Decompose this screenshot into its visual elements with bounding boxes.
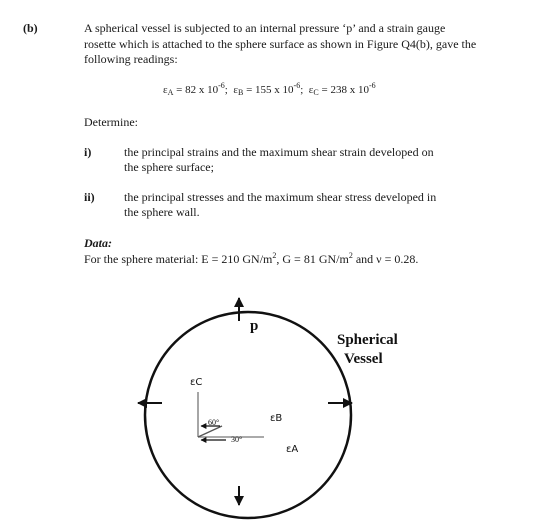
angle-30-label: 30° — [231, 435, 243, 444]
vessel-label-line-2: Vessel — [344, 351, 383, 367]
reading-a: $\varepsilon_A = 82$ x $10^{-6}$; — [163, 81, 228, 97]
intro-line-1: A spherical vessel is subjected to an internal pressure ‘p’ and a strain gauge — [84, 21, 446, 35]
intro-line-2: rosette which is attached to the sphere surface as shown in Figure Q4(b), gave the — [84, 37, 477, 51]
vessel-circle — [145, 312, 351, 518]
question-1-number: i) — [84, 145, 92, 159]
question-1-line-1: the principal strains and the maximum shear strain developed on — [124, 145, 434, 159]
question-2-line-2: the sphere wall. — [124, 205, 200, 219]
part-label: (b) — [23, 21, 38, 35]
data-heading: Data: — [84, 236, 112, 250]
strain-b-label: εB — [270, 413, 283, 424]
intro-line-3: following readings: — [84, 52, 178, 66]
material-properties: For the sphere material: E = 210 $GN/m^2$, G = 81 $GN/m^2$ and ν = 0.28. — [84, 251, 419, 266]
vessel-label-line-1: Spherical — [337, 332, 398, 348]
question-1-line-2: the sphere surface; — [124, 160, 214, 174]
determine-label: Determine: — [84, 115, 138, 129]
angle-60-label: 60° — [208, 418, 220, 427]
strain-c-label: εC — [190, 377, 203, 388]
reading-c: $\varepsilon_C = 238$ x $10^{-6}$ — [308, 81, 376, 97]
question-2-line-1: the principal stresses and the maximum shear stress developed in — [124, 190, 437, 204]
strain-a-label: εA — [286, 444, 299, 455]
reading-b: $\varepsilon_B = 155$ x $10^{-6}$; — [233, 81, 304, 97]
gauge-b-line — [198, 426, 222, 437]
question-2-number: ii) — [84, 190, 95, 204]
pressure-label: p — [250, 318, 259, 334]
